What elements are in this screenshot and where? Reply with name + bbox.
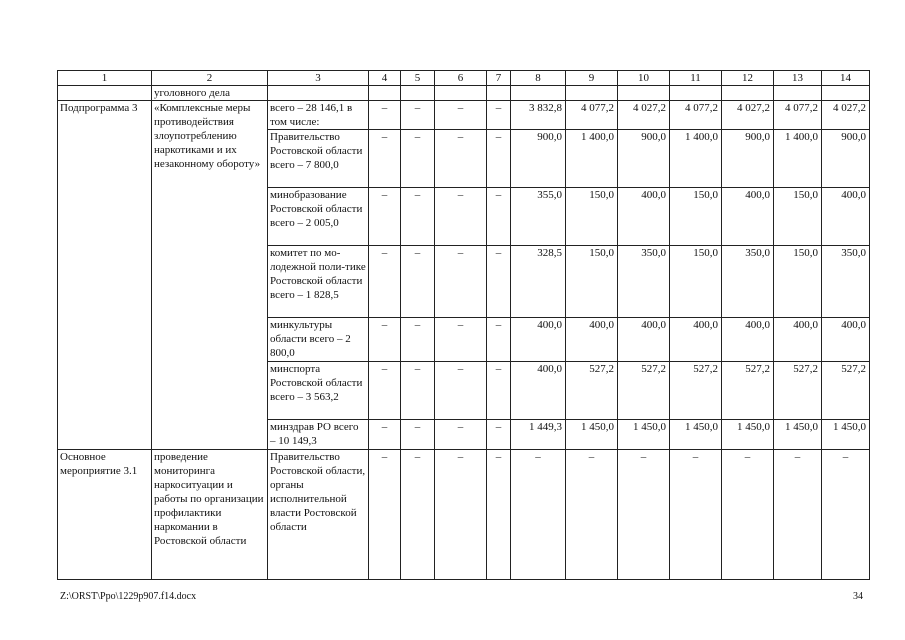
value-cell: 400,0 [618, 188, 670, 246]
dash-cell: – [401, 318, 435, 362]
executor-cell: минкультуры области всего – 2 800,0 [268, 318, 369, 362]
dash-cell: – [369, 188, 401, 246]
dash-cell: – [369, 246, 401, 318]
value-cell: 1 400,0 [774, 130, 822, 188]
value-cell: 400,0 [566, 318, 618, 362]
value-cell: 4 077,2 [774, 101, 822, 130]
dash-cell: – [401, 362, 435, 420]
dash-cell: – [487, 101, 511, 130]
value-cell: 400,0 [774, 318, 822, 362]
table-cell [487, 86, 511, 101]
value-cell: 527,2 [774, 362, 822, 420]
header-cell: 7 [487, 71, 511, 86]
value-cell: 400,0 [618, 318, 670, 362]
program-title: «Комплексные меры противодействия злоупотреблению наркотиками и их незаконному обороту» [152, 101, 268, 450]
dash-cell: – [487, 318, 511, 362]
value-cell: 150,0 [670, 188, 722, 246]
header-cell: 11 [670, 71, 722, 86]
header-cell: 4 [369, 71, 401, 86]
executor-cell: всего – 28 146,1 в том числе: [268, 101, 369, 130]
header-cell: 8 [511, 71, 566, 86]
dash-cell: – [401, 246, 435, 318]
table-cell [401, 86, 435, 101]
value-cell: 400,0 [511, 318, 566, 362]
activity-name: Основное мероприятие 3.1 [58, 450, 152, 580]
table-cell [774, 86, 822, 101]
value-cell: – [722, 450, 774, 580]
value-cell: 150,0 [774, 246, 822, 318]
value-cell: 1 450,0 [774, 420, 822, 450]
table-cell [511, 86, 566, 101]
table-cell [722, 86, 774, 101]
value-cell: 1 450,0 [618, 420, 670, 450]
value-cell: 900,0 [722, 130, 774, 188]
page-number: 34 [853, 591, 863, 602]
value-cell: 1 450,0 [822, 420, 870, 450]
dash-cell: – [369, 420, 401, 450]
value-cell: 400,0 [722, 188, 774, 246]
header-cell: 6 [435, 71, 487, 86]
value-cell: 527,2 [566, 362, 618, 420]
dash-cell: – [435, 130, 487, 188]
value-cell: 400,0 [670, 318, 722, 362]
value-cell: 4 077,2 [670, 101, 722, 130]
dash-cell: – [401, 101, 435, 130]
dash-cell: – [487, 130, 511, 188]
table-cell [618, 86, 670, 101]
value-cell: – [511, 450, 566, 580]
dash-cell: – [487, 362, 511, 420]
dash-cell: – [369, 318, 401, 362]
dash-cell: – [435, 420, 487, 450]
dash-cell: – [435, 246, 487, 318]
value-cell: 328,5 [511, 246, 566, 318]
dash-cell: – [435, 362, 487, 420]
value-cell: 150,0 [774, 188, 822, 246]
value-cell: 150,0 [670, 246, 722, 318]
dash-cell: – [435, 101, 487, 130]
value-cell: 400,0 [822, 188, 870, 246]
value-cell: 350,0 [722, 246, 774, 318]
continuation-row [58, 86, 870, 101]
table-cell [822, 86, 870, 101]
header-cell: 2 [152, 71, 268, 86]
value-cell: 3 832,8 [511, 101, 566, 130]
program-name: Подпрограмма 3 [58, 101, 152, 450]
funding-table [57, 70, 870, 580]
header-cell: 10 [618, 71, 670, 86]
value-cell: 527,2 [822, 362, 870, 420]
value-cell: 350,0 [618, 246, 670, 318]
value-cell: 4 027,2 [822, 101, 870, 130]
dash-cell: – [401, 420, 435, 450]
dash-cell: – [369, 362, 401, 420]
value-cell: 1 450,0 [670, 420, 722, 450]
table-cell [268, 86, 369, 101]
value-cell: 1 400,0 [566, 130, 618, 188]
value-cell: 400,0 [822, 318, 870, 362]
value-cell: 527,2 [618, 362, 670, 420]
value-cell: 900,0 [618, 130, 670, 188]
value-cell: 1 449,3 [511, 420, 566, 450]
dash-cell: – [369, 130, 401, 188]
header-cell: 13 [774, 71, 822, 86]
value-cell: 400,0 [722, 318, 774, 362]
executor-cell: минздрав РО всего – 10 149,3 [268, 420, 369, 450]
activity-title: проведение мониторинга наркоситуации и работы по организации профилактики наркомании в Ростовской области [152, 450, 268, 580]
value-cell: 900,0 [511, 130, 566, 188]
table-cell [435, 86, 487, 101]
dash-cell: – [369, 450, 401, 580]
dash-cell: – [487, 246, 511, 318]
table-row [58, 450, 870, 580]
table-cell [566, 86, 618, 101]
executor-cell: минспорта Ростовской области всего – 3 563,2 [268, 362, 369, 420]
header-row [58, 71, 870, 86]
table-cell [670, 86, 722, 101]
executor-cell: комитет по мо-лодежной поли-тике Ростовской области всего – 1 828,5 [268, 246, 369, 318]
dash-cell: – [435, 450, 487, 580]
dash-cell: – [487, 450, 511, 580]
value-cell: – [670, 450, 722, 580]
footer-file-path: Z:\ORST\Ppo\1229p907.f14.docx [60, 591, 197, 602]
value-cell: 4 027,2 [618, 101, 670, 130]
header-cell: 14 [822, 71, 870, 86]
dash-cell: – [401, 130, 435, 188]
value-cell: 1 400,0 [670, 130, 722, 188]
dash-cell: – [487, 188, 511, 246]
table-cell [369, 86, 401, 101]
dash-cell: – [487, 420, 511, 450]
header-cell: 12 [722, 71, 774, 86]
dash-cell: – [369, 101, 401, 130]
value-cell: – [774, 450, 822, 580]
value-cell: 150,0 [566, 246, 618, 318]
header-cell: 3 [268, 71, 369, 86]
dash-cell: – [401, 188, 435, 246]
dash-cell: – [435, 318, 487, 362]
value-cell: 527,2 [722, 362, 774, 420]
value-cell: 350,0 [822, 246, 870, 318]
value-cell: 400,0 [511, 362, 566, 420]
value-cell: 1 450,0 [722, 420, 774, 450]
dash-cell: – [401, 450, 435, 580]
value-cell: 900,0 [822, 130, 870, 188]
header-cell: 9 [566, 71, 618, 86]
continuation-text: уголовного дела [152, 86, 268, 101]
executor-cell: Правительство Ростовской области всего – 7 800,0 [268, 130, 369, 188]
value-cell: – [618, 450, 670, 580]
value-cell: 4 027,2 [722, 101, 774, 130]
value-cell: 355,0 [511, 188, 566, 246]
value-cell: 1 450,0 [566, 420, 618, 450]
header-cell: 5 [401, 71, 435, 86]
value-cell: 4 077,2 [566, 101, 618, 130]
executor-cell: минобразование Ростовской области всего – 2 005,0 [268, 188, 369, 246]
header-cell: 1 [58, 71, 152, 86]
table-row [58, 101, 870, 130]
table-cell [58, 86, 152, 101]
dash-cell: – [435, 188, 487, 246]
value-cell: 150,0 [566, 188, 618, 246]
executor-cell: Правительство Ростовской области, органы исполнительной власти Ростовской области [268, 450, 369, 580]
value-cell: – [566, 450, 618, 580]
value-cell: 527,2 [670, 362, 722, 420]
value-cell: – [822, 450, 870, 580]
